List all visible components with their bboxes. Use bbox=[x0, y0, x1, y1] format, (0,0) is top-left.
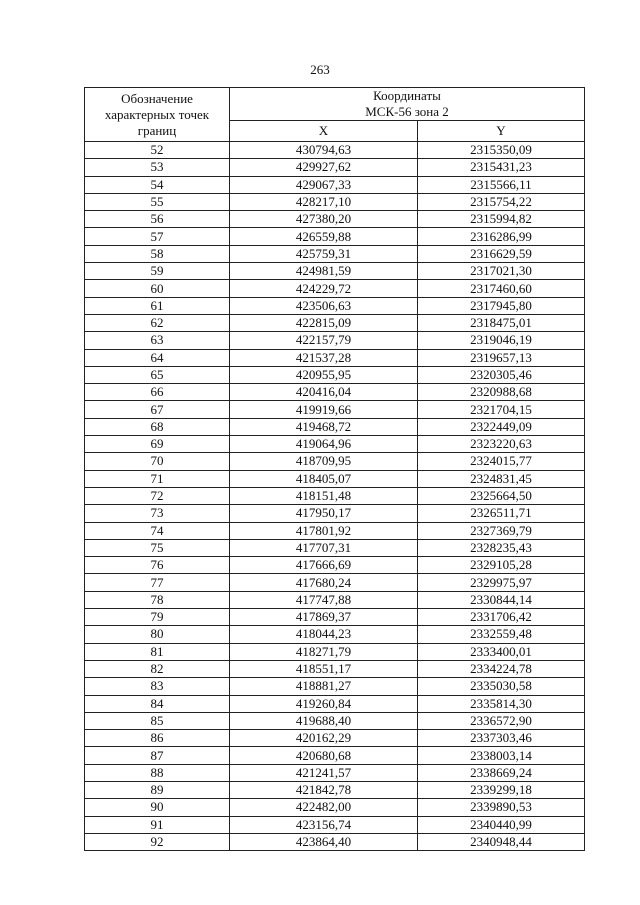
point-number-cell: 79 bbox=[85, 609, 230, 626]
x-coordinate-cell: 419688,40 bbox=[230, 712, 418, 729]
y-coordinate-cell: 2323220,63 bbox=[418, 436, 585, 453]
y-coordinate-cell: 2317945,80 bbox=[418, 297, 585, 314]
x-coordinate-cell: 417747,88 bbox=[230, 591, 418, 608]
y-coordinate-cell: 2337303,46 bbox=[418, 730, 585, 747]
table-row bbox=[85, 453, 585, 470]
point-number-cell: 52 bbox=[85, 142, 230, 159]
y-coordinate-cell: 2331706,42 bbox=[418, 609, 585, 626]
table-row bbox=[85, 522, 585, 539]
point-number-cell: 89 bbox=[85, 781, 230, 798]
x-coordinate-cell: 417869,37 bbox=[230, 609, 418, 626]
x-coordinate-cell: 429927,62 bbox=[230, 159, 418, 176]
y-coordinate-cell: 2315754,22 bbox=[418, 193, 585, 210]
point-number-cell: 54 bbox=[85, 176, 230, 193]
x-coordinate-cell: 417950,17 bbox=[230, 505, 418, 522]
table-row bbox=[85, 781, 585, 798]
x-coordinate-cell: 425759,31 bbox=[230, 245, 418, 262]
y-coordinate-cell: 2339890,53 bbox=[418, 799, 585, 816]
x-coordinate-cell: 419468,72 bbox=[230, 418, 418, 435]
x-coordinate-cell: 419260,84 bbox=[230, 695, 418, 712]
x-coordinate-cell: 423506,63 bbox=[230, 297, 418, 314]
table-row bbox=[85, 660, 585, 677]
y-coordinate-cell: 2318475,01 bbox=[418, 314, 585, 331]
table-row bbox=[85, 833, 585, 850]
y-coordinate-cell: 2315566,11 bbox=[418, 176, 585, 193]
point-number-cell: 67 bbox=[85, 401, 230, 418]
y-coordinate-cell: 2334224,78 bbox=[418, 660, 585, 677]
point-number-cell: 53 bbox=[85, 159, 230, 176]
x-coordinate-cell: 423864,40 bbox=[230, 833, 418, 850]
y-coordinate-cell: 2327369,79 bbox=[418, 522, 585, 539]
point-number-cell: 80 bbox=[85, 626, 230, 643]
y-coordinate-cell: 2325664,50 bbox=[418, 487, 585, 504]
table-row bbox=[85, 678, 585, 695]
table-row bbox=[85, 730, 585, 747]
point-number-cell: 73 bbox=[85, 505, 230, 522]
y-coordinate-cell: 2324015,77 bbox=[418, 453, 585, 470]
point-number-cell: 63 bbox=[85, 332, 230, 349]
y-coordinate-cell: 2326511,71 bbox=[418, 505, 585, 522]
table-row bbox=[85, 591, 585, 608]
coordinate-system: МСК-56 зона 2 bbox=[365, 104, 449, 119]
x-coordinate-cell: 418151,48 bbox=[230, 487, 418, 504]
point-number-cell: 83 bbox=[85, 678, 230, 695]
y-coordinate-cell: 2315350,09 bbox=[418, 142, 585, 159]
y-coordinate-cell: 2336572,90 bbox=[418, 712, 585, 729]
point-number-cell: 91 bbox=[85, 816, 230, 833]
y-coordinate-cell: 2340440,99 bbox=[418, 816, 585, 833]
y-coordinate-cell: 2319657,13 bbox=[418, 349, 585, 366]
page-number: 263 bbox=[310, 62, 330, 77]
y-coordinate-cell: 2338003,14 bbox=[418, 747, 585, 764]
table-row bbox=[85, 539, 585, 556]
y-coordinate-cell: 2315431,23 bbox=[418, 159, 585, 176]
x-coordinate-cell: 417801,92 bbox=[230, 522, 418, 539]
point-number-cell: 76 bbox=[85, 557, 230, 574]
table-row bbox=[85, 747, 585, 764]
point-number-cell: 62 bbox=[85, 314, 230, 331]
table-row bbox=[85, 263, 585, 280]
table-row bbox=[85, 384, 585, 401]
table-row bbox=[85, 505, 585, 522]
y-coordinate-cell: 2340948,44 bbox=[418, 833, 585, 850]
y-coordinate-cell: 2315994,82 bbox=[418, 211, 585, 228]
table-row bbox=[85, 609, 585, 626]
y-coordinate-cell: 2329975,97 bbox=[418, 574, 585, 591]
x-coordinate-cell: 420955,95 bbox=[230, 366, 418, 383]
table-row bbox=[85, 332, 585, 349]
x-coordinate-cell: 424229,72 bbox=[230, 280, 418, 297]
table-row bbox=[85, 349, 585, 366]
table-row bbox=[85, 418, 585, 435]
y-coordinate-cell: 2320305,46 bbox=[418, 366, 585, 383]
table-body bbox=[85, 142, 585, 851]
y-coordinate-cell: 2333400,01 bbox=[418, 643, 585, 660]
point-number-cell: 75 bbox=[85, 539, 230, 556]
point-number-cell: 84 bbox=[85, 695, 230, 712]
x-coordinate-cell: 418551,17 bbox=[230, 660, 418, 677]
x-coordinate-cell: 426559,88 bbox=[230, 228, 418, 245]
x-coordinate-cell: 420416,04 bbox=[230, 384, 418, 401]
point-number-cell: 65 bbox=[85, 366, 230, 383]
table-row bbox=[85, 487, 585, 504]
point-number-cell: 90 bbox=[85, 799, 230, 816]
y-coordinate-cell: 2328235,43 bbox=[418, 539, 585, 556]
table-row bbox=[85, 228, 585, 245]
point-number-cell: 77 bbox=[85, 574, 230, 591]
table-row bbox=[85, 695, 585, 712]
point-number-cell: 82 bbox=[85, 660, 230, 677]
x-coordinate-cell: 418271,79 bbox=[230, 643, 418, 660]
table-row bbox=[85, 799, 585, 816]
y-coordinate-cell: 2322449,09 bbox=[418, 418, 585, 435]
point-number-cell: 68 bbox=[85, 418, 230, 435]
point-number-cell: 58 bbox=[85, 245, 230, 262]
x-coordinate-cell: 421537,28 bbox=[230, 349, 418, 366]
table-row bbox=[85, 574, 585, 591]
y-coordinate-cell: 2321704,15 bbox=[418, 401, 585, 418]
point-number-cell: 70 bbox=[85, 453, 230, 470]
point-number-cell: 71 bbox=[85, 470, 230, 487]
point-number-cell: 92 bbox=[85, 833, 230, 850]
x-coordinate-cell: 420680,68 bbox=[230, 747, 418, 764]
table-header bbox=[85, 88, 585, 142]
table-row bbox=[85, 314, 585, 331]
point-number-cell: 88 bbox=[85, 764, 230, 781]
coordinates-header bbox=[230, 88, 585, 121]
y-column-header: Y bbox=[418, 121, 585, 142]
table-row bbox=[85, 470, 585, 487]
point-number-cell: 59 bbox=[85, 263, 230, 280]
x-coordinate-cell: 419919,66 bbox=[230, 401, 418, 418]
table-row bbox=[85, 211, 585, 228]
table-row bbox=[85, 764, 585, 781]
y-coordinate-cell: 2316629,59 bbox=[418, 245, 585, 262]
table-row bbox=[85, 712, 585, 729]
y-coordinate-cell: 2330844,14 bbox=[418, 591, 585, 608]
table-row bbox=[85, 557, 585, 574]
x-coordinate-cell: 429067,33 bbox=[230, 176, 418, 193]
table-row bbox=[85, 193, 585, 210]
point-number-cell: 87 bbox=[85, 747, 230, 764]
table-row bbox=[85, 245, 585, 262]
y-coordinate-cell: 2335814,30 bbox=[418, 695, 585, 712]
table-row bbox=[85, 280, 585, 297]
y-coordinate-cell: 2332559,48 bbox=[418, 626, 585, 643]
point-number-cell: 72 bbox=[85, 487, 230, 504]
x-coordinate-cell: 419064,96 bbox=[230, 436, 418, 453]
coordinates-title: Координаты bbox=[373, 88, 441, 103]
table-row bbox=[85, 626, 585, 643]
y-coordinate-cell: 2339299,18 bbox=[418, 781, 585, 798]
y-coordinate-cell: 2317021,30 bbox=[418, 263, 585, 280]
point-number-cell: 66 bbox=[85, 384, 230, 401]
x-coordinate-cell: 422157,79 bbox=[230, 332, 418, 349]
point-number-cell: 86 bbox=[85, 730, 230, 747]
table-row bbox=[85, 436, 585, 453]
x-coordinate-cell: 421842,78 bbox=[230, 781, 418, 798]
table-row bbox=[85, 816, 585, 833]
x-coordinate-cell: 422482,00 bbox=[230, 799, 418, 816]
x-coordinate-cell: 417707,31 bbox=[230, 539, 418, 556]
x-coordinate-cell: 417666,69 bbox=[230, 557, 418, 574]
x-coordinate-cell: 424981,59 bbox=[230, 263, 418, 280]
coordinates-table bbox=[84, 87, 585, 851]
table-row bbox=[85, 159, 585, 176]
point-number-cell: 61 bbox=[85, 297, 230, 314]
point-number-cell: 56 bbox=[85, 211, 230, 228]
x-coordinate-cell: 418709,95 bbox=[230, 453, 418, 470]
x-coordinate-cell: 427380,20 bbox=[230, 211, 418, 228]
y-coordinate-cell: 2317460,60 bbox=[418, 280, 585, 297]
x-coordinate-cell: 423156,74 bbox=[230, 816, 418, 833]
y-coordinate-cell: 2316286,99 bbox=[418, 228, 585, 245]
y-coordinate-cell: 2319046,19 bbox=[418, 332, 585, 349]
point-number-cell: 64 bbox=[85, 349, 230, 366]
point-number-cell: 55 bbox=[85, 193, 230, 210]
x-column-header: X bbox=[230, 121, 418, 142]
table-row bbox=[85, 401, 585, 418]
y-coordinate-cell: 2338669,24 bbox=[418, 764, 585, 781]
x-coordinate-cell: 418044,23 bbox=[230, 626, 418, 643]
x-coordinate-cell: 422815,09 bbox=[230, 314, 418, 331]
x-coordinate-cell: 420162,29 bbox=[230, 730, 418, 747]
x-coordinate-cell: 418881,27 bbox=[230, 678, 418, 695]
point-number-cell: 81 bbox=[85, 643, 230, 660]
y-coordinate-cell: 2320988,68 bbox=[418, 384, 585, 401]
x-coordinate-cell: 418405,07 bbox=[230, 470, 418, 487]
point-number-cell: 74 bbox=[85, 522, 230, 539]
x-coordinate-cell: 417680,24 bbox=[230, 574, 418, 591]
point-number-cell: 60 bbox=[85, 280, 230, 297]
x-coordinate-cell: 421241,57 bbox=[230, 764, 418, 781]
table-row bbox=[85, 643, 585, 660]
x-coordinate-cell: 428217,10 bbox=[230, 193, 418, 210]
table-row bbox=[85, 142, 585, 159]
point-number-cell: 78 bbox=[85, 591, 230, 608]
y-coordinate-cell: 2335030,58 bbox=[418, 678, 585, 695]
point-number-cell: 57 bbox=[85, 228, 230, 245]
y-coordinate-cell: 2324831,45 bbox=[418, 470, 585, 487]
point-number-cell: 69 bbox=[85, 436, 230, 453]
y-coordinate-cell: 2329105,28 bbox=[418, 557, 585, 574]
table-row bbox=[85, 366, 585, 383]
x-coordinate-cell: 430794,63 bbox=[230, 142, 418, 159]
table-row bbox=[85, 297, 585, 314]
table-row bbox=[85, 176, 585, 193]
point-number-cell: 85 bbox=[85, 712, 230, 729]
point-column-header: Обозначение характерных точек границ bbox=[85, 88, 230, 142]
